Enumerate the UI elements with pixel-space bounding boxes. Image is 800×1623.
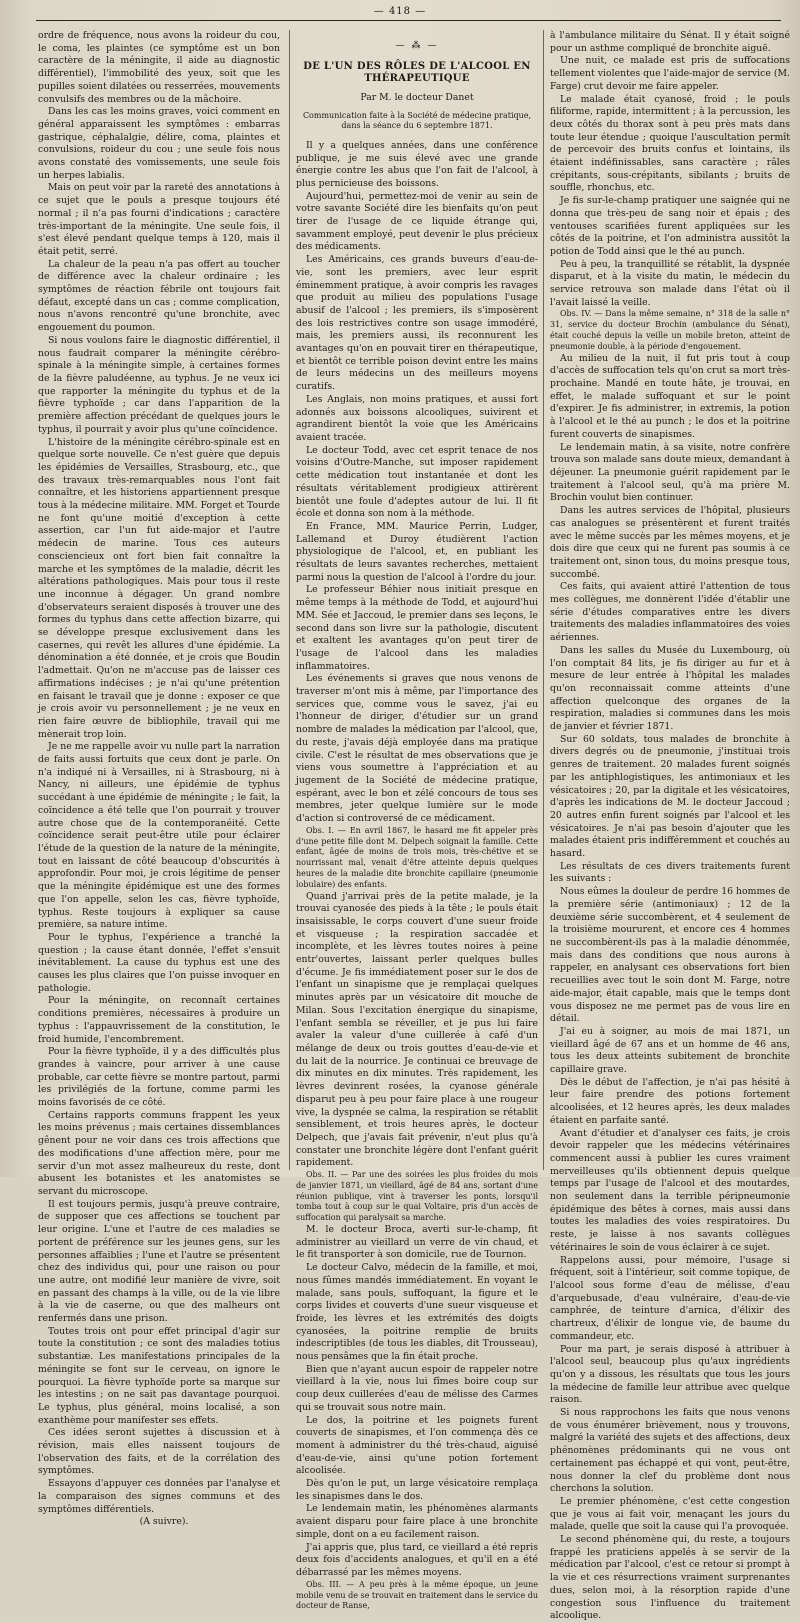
- paragraph: Les résultats de ces divers traitements furent les suivants :: [550, 860, 790, 885]
- paragraph: Essayons d'appuyer ces données par l'analyse et la comparaison des signes communs et des symptômes différentiels.: [38, 1478, 280, 1515]
- column-right: [550, 30, 790, 1622]
- paragraph: Le professeur Béhier nous initiait presque en même temps à la méthode de Todd, et aujourd'hui MM. Sée et Jaccoud, le premier dans ses leçons, le second dans son livre sur la pathologie, discutent et exaltent les avantages qu'on peut tirer de l'usage de l'alcool dans les maladies inflammatoires.: [296, 584, 538, 672]
- paragraph: Les événements si graves que nous venons de traverser m'ont mis à même, par l'importance des services que, comme vous le savez, j'ai eu l'honneur de diriger, d'étudier sur un grand nombre de malades la médication par l'alcool, que, du reste, j'avais déjà employée dans ma pratique civile. C'est le résultat de mes observations que je viens vous soumettre à l'appréciation et au jugement de la Société de médecine pratique, espérant, avec le bon et zélé concours de tous ses membres, jeter quelque lumière sur le mode d'action si controversé de ce médicament.: [296, 673, 538, 825]
- title-ornament: — ⁂ —: [395, 41, 439, 51]
- paragraph: Les Américains, ces grands buveurs d'eau-de-vie, sont les premiers, avec leur esprit éminemment pratique, à avoir compris les ravages que produit au milieu des populations l'usage abusif de l'alcool ; les premiers, ils s'imposèrent des lois restrictives contre son usage immodéré, mais, les premiers aussi, ils reconnurent les avantages qu'on en pouvait tirer en thérapeutique, et bientôt ce terrible poison devint entre les mains de leurs médecins un des meilleurs moyens curatifs.: [296, 254, 538, 393]
- paragraph: M. le docteur Broca, averti sur-le-champ, fit administrer au vieillard un verre de vin chaud, et le fit transporter à son domicile, rue de Tournon.: [296, 1224, 538, 1261]
- paragraph: Pour la méningite, on reconnaît certaines conditions premières, nécessaires à produire un typhus : l'appauvrissement de la constitution, le froid humide, l'encombrement.: [38, 995, 280, 1045]
- article-title: DE L'UN DES RÔLES DE L'ALCOOL EN THÉRAPEUTIQUE: [303, 60, 531, 85]
- paragraph: Dans les salles du Musée du Luxembourg, où l'on comptait 84 lits, je fis diriger au fur et à mesure de leur entrée à l'hôpital les malades qu'on reconnaissait comme atteints d'une affection quelconque des organes de la respiration, maladies si communes dans les mois de janvier et février 1871.: [550, 644, 790, 733]
- article-byline: Par M. le docteur Danet: [360, 92, 474, 104]
- paragraph: Avant d'étudier et d'analyser ces faits, je crois devoir rappeler que les médecins vétérinaires commencent aussi à publier les cures vraiment merveilleuses qu'ils obtiennent depuis quelque temps par l'usage de l'alcool et des moutardes, non seulement dans la terrible péripneumonie épidémique des bêtes à cornes, mais aussi dans toutes les maladies des voies respiratoires. Du reste, je laisse à nos savants collègues vétérinaires le soin de vous éclairer à ce sujet.: [550, 1127, 790, 1253]
- paragraph: Obs. IV. — Dans la même semaine, n° 318 de la salle n° 31, service du docteur Brochin (ambulance du Sénat), était couché depuis la veille un mobile breton, atteint de pneumonie double, à la période d'engouement.: [550, 309, 790, 351]
- paragraph: Aujourd'hui, permettez-moi de venir au sein de votre savante Société dire les bienfaits qu'on peut tirer de l'usage de ce liquide étrange qui, savamment employé, peut devenir le plus précieux des médicaments.: [296, 190, 538, 253]
- paragraph: à l'ambulance militaire du Sénat. Il y était soigné pour un asthme compliqué de bronchite aiguë.: [550, 30, 790, 54]
- paragraph: Le lendemain matin, à sa visite, notre confrère trouva son malade sans doute mieux, demandant à déjeuner. La pneumonie guérit rapidement par le traitement à l'alcool seul, qu'à ma prière M. Brochin voulut bien continuer.: [550, 441, 790, 504]
- column-middle: [296, 30, 538, 1611]
- paragraph: Si nous voulons faire le diagnostic différentiel, il nous faudrait comparer la méningite cérébro-spinale à la méningite simple, à certaines formes de la fièvre paludéenne, au typhus. Je ne veux ici que rapporter la méningite du typhus et de la fièvre typhoïde ; car dans l'apparition de la première affection précédant de quelques jours le typhus, il pourrait y avoir plus qu'une coïncidence.: [38, 334, 280, 435]
- paragraph: Pour le typhus, l'expérience a tranché la question ; la cause étant donnée, l'effet s'ensuit inévitablement. La cause du typhus est une des causes les plus claires que l'on puisse invoquer en pathologie.: [38, 931, 280, 994]
- paragraph: Obs. I. — En avril 1867, le hasard me fit appeler près d'une petite fille dont M. Delpech soignait la famille. Cette enfant, âgée de moins de trois mois, très-chétive et se nourrissant mal, venait d'être atteinte depuis quelques heures de la maladie dite bronchite capillaire (pneumonie lobulaire) des enfants.: [296, 825, 538, 889]
- paragraph: Les Anglais, non moins pratiques, et aussi fort adonnés aux boissons alcooliques, suivirent et agrandirent bientôt la voie que les Américains avaient tracée.: [296, 393, 538, 443]
- paragraph: Pour ma part, je serais disposé à attribuer à l'alcool seul, beaucoup plus qu'aux ingrédients qu'on y a dissous, les résultats que tous les jours la médecine de famille leur attribue avec quelque raison.: [550, 1343, 790, 1406]
- paragraph: J'ai eu à soigner, au mois de mai 1871, un vieillard âgé de 67 ans et un homme de 46 ans, tous les deux atteints subitement de bronchite capillaire grave.: [550, 1025, 790, 1076]
- paragraph: Le premier phénomène, c'est cette congestion que je vous ai fait voir, menaçant les jours du malade, quelle que soit la cause qui l'a provoquée.: [550, 1495, 790, 1533]
- continuation-note: (A suivre).: [139, 1516, 189, 1528]
- paragraph: Le docteur Calvo, médecin de la famille, et moi, nous fûmes mandés immédiatement. En voyant le malade, sans pouls, suffoquant, la figure et le corps livides et couverts d'une sueur visqueuse et froide, les lèvres et les extrémités des doigts cyanosées, la poitrine remplie de bruits indescriptibles (de tous les diables, dit Trousseau), nous pensâmes que la fin était proche.: [296, 1262, 538, 1363]
- paragraph: Certains rapports communs frappent les yeux les moins prévenus ; mais certaines dissemblances gênent pour ne voir dans ces trois affections que des modifications d'une affection mère, pour me servir d'un mot assez malheureux du reste, dont abusent les botanistes et les anatomistes se servant du microscope.: [38, 1109, 280, 1197]
- paragraph: Je fis sur-le-champ pratiquer une saignée qui ne donna que très-peu de sang noir et épais ; des ventouses scarifiées furent appliquées sur les côtés de la poitrine, et l'on administra aussitôt la potion de Todd ainsi que le thé au punch.: [550, 195, 790, 257]
- header-rule: [36, 20, 781, 21]
- paragraph: Obs. II. — Par une des soirées les plus froides du mois de janvier 1871, un vieillard, âgé de 84 ans, sortant d'une réunion publique, vint à traverser les ponts, lorsqu'il tomba tout à coup sur le quai Voltaire, pris d'un accès de suffocation qui paralysait sa marche.: [296, 1170, 538, 1223]
- paragraph: Bien que n'ayant aucun espoir de rappeler notre vieillard à la vie, nous lui fîmes boire coup sur coup deux cuillerées d'eau de mélisse des Carmes qui se trouvait sous notre main.: [296, 1363, 538, 1413]
- column-divider: [289, 30, 290, 1170]
- paragraph: Mais on peut voir par la rareté des annotations à ce sujet que le pouls a presque toujours été normal ; il n'a pas fourni d'indications ; caractère très-important de la méningite. Une seule fois, il s'est élevé pendant quelque temps à 120, mais il était petit, serré.: [38, 182, 280, 257]
- paragraph: Le second phénomène qui, du reste, a toujours frappé les praticiens appelés à se servir de la médication par l'alcool, c'est ce retour si prompt à la vie et ces résurrections vraiment surprenantes dues, selon moi, à la résorption rapide d'une congestion sous l'influence du traitement alcoolique.: [550, 1534, 790, 1622]
- paragraph: La chaleur de la peau n'a pas offert au toucher de différence avec la chaleur ordinaire ; les symptômes de réaction fébrile ont toujours fait défaut, excepté dans un cas ; comme complication, nous n'avons rencontré qu'une bronchite, avec engouement du poumon.: [38, 258, 280, 334]
- paragraph: Une nuit, ce malade est pris de suffocations tellement violentes que l'aide-major de service (M. Farge) crut devoir me faire appeler.: [550, 55, 790, 92]
- paragraph: Dès qu'on le put, un large vésicatoire remplaça les sinapismes dans le dos.: [296, 1478, 538, 1502]
- paragraph: Dès le début de l'affection, je n'ai pas hésité à leur faire prendre des potions fortement alcoolisées, et 12 heures après, les deux malades étaient en parfaite santé.: [550, 1076, 790, 1126]
- paragraph: Le dos, la poitrine et les poignets furent couverts de sinapismes, et l'on commença dès ce moment à administrer du thé très-chaud, aiguisé d'eau-de-vie, ainsi qu'une potion fortement alcoolisée.: [296, 1414, 538, 1477]
- paragraph: Dans les autres services de l'hôpital, plusieurs cas analogues se présentèrent et furent traités avec le même succès par les mêmes moyens, et je dois dire que ceux qui ne furent pas soumis à ce traitement ont, sinon tous, du moins presque tous, succombé.: [550, 505, 790, 580]
- paragraph: Quand j'arrivai près de la petite malade, je la trouvai cyanosée des pieds à la tête ; le pouls était insaisissable, le corps couvert d'une sueur froide et visqueuse ; la respiration saccadée et incomplète, et les lèvres toutes noires à peine entr'ouvertes, laissant perler quelques bulles d'écume. Je fis immédiatement poser sur le dos de l'enfant un sinapisme que je remplaçai quelques minutes après par un vésicatoire dit mouche de Milan. Sous l'excitation énergique du sinapisme, l'enfant sembla se réveiller, et je pus lui faire avaler la valeur d'une cuillerée à café d'un mélange de deux ou trois gouttes d'eau-de-vie et du lait de la nourrice. Je continuai ce breuvage de dix minutes en dix minutes. Très rapidement, les lèvres devinrent rosées, la cyanose générale disparut peu à peu pour faire place à une rougeur vive, la dyspnée se calma, la respiration se rétablit sensiblement, et trois heures après, le docteur Delpech, que j'avais fait prévenir, n'eut plus qu'à constater une bronchite légère dont l'enfant guérit rapidement.: [296, 890, 538, 1169]
- paragraph: Rappelons aussi, pour mémoire, l'usage si fréquent, soit à l'intérieur, soit comme topique, de l'alcool sous forme d'eau de mélisse, d'eau d'arquebusade, d'eau vulnéraire, d'eau-de-vie camphrée, de teinture d'arnica, d'élixir des chartreux, d'élixir de longue vie, de baume du commandeur, etc.: [550, 1254, 790, 1342]
- paragraph: Ces idées seront sujettes à discussion et à révision, mais elles naissent toujours de l'observation des faits, et de la corrélation des symptômes.: [38, 1427, 280, 1477]
- paragraph: Le lendemain matin, les phénomènes alarmants avaient disparu pour faire place à une bronchite simple, dont on a eu facilement raison.: [296, 1503, 538, 1540]
- paragraph: Toutes trois ont pour effet principal d'agir sur toute la constitution ; ce sont des maladies totius substantiæ. Les manifestations principales de la méningite se font sur le cerveau, on ignore le pourquoi. La fièvre typhoïde porte sa marque sur les intestins ; on ne sait pas davantage pourquoi. Le typhus, plus général, moins localisé, a son exanthème pour manifester ses effets.: [38, 1325, 280, 1426]
- paragraph: Au milieu de la nuit, il fut pris tout à coup d'accès de suffocation tels qu'on crut sa mort très-prochaine. Mandé en toute hâte, je trouvai, en effet, le malade suffoquant et sur le point d'expirer. Je fis administrer, in extremis, la potion à l'alcool et le thé au punch ; le dos et la poitrine furent couverts de sinapismes.: [550, 352, 790, 440]
- paragraph: Sur 60 soldats, tous malades de bronchite à divers degrés ou de pneumonie, j'instituai trois genres de traitement. 20 malades furent soignés par les antiphlogistiques, les antimoniaux et les vésicatoires ; 20, par la digitale et les vésicatoires, d'après les indications de M. le docteur Jaccoud ; 20 autres enfin furent soignés par l'alcool et les vésicatoires. Je n'ai pas besoin d'ajouter que les malades étaient pris indifféremment et couchés au hasard.: [550, 733, 790, 860]
- paragraph: ordre de fréquence, nous avons la roideur du cou, le coma, les plaintes (ce symptôme est un bon caractère de la méningite, il aide au diagnostic différentiel), l'immobilité des yeux, soit que les pupilles soient dilatées ou resserrées, mouvements convulsifs des membres ou de la mâchoire.: [38, 30, 280, 105]
- column-left: [38, 30, 280, 1528]
- paragraph: Obs. III. — A peu près à la même époque, un jeune mobile venu de se trouvait en traitement dans le service du docteur de Ranse,: [296, 1579, 538, 1611]
- paragraph: Le docteur Todd, avec cet esprit tenace de nos voisins d'Outre-Manche, sut imposer rapidement cette médication tout instantanée et dont les résultats véritablement prodigieux attirèrent bientôt une foule d'adeptes autour de lui. Il fit école et donna son nom à la méthode.: [296, 444, 538, 520]
- paragraph: L'histoire de la méningite cérébro-spinale est en quelque sorte nouvelle. Ce n'est guère que depuis les épidémies de Versailles, Strasbourg, etc., que des travaux très-remarquables nous l'ont fait connaître, et les historiens appartiennent presque tous à la médecine militaire. MM. Forget et Tourde ne font qu'une moitié d'exception à cette assertion, car l'un fut aide-major et l'autre médecin de marine. Tous ces auteurs consciencieux ont fort bien fait connaître la marche et les symptômes de la maladie, décrit les altérations pathologiques. Mais pour tous il reste une inconnue à dégager. Un grand nombre d'observateurs seraient disposés à trouver une des formes du typhus dans cette affection bizarre, qui se développe presque exclusivement dans les casernes, qui revêt les allures d'une épidémie. La dénomination a été donnée, et je crois que Boudin l'admettait. Qu'on ne m'accuse pas de laisser ces affirmations indécises ; je n'ai qu'une prétention en faisant le travail que je donne : exposer ce que je crois avoir vu personnellement ; je ne veux en rien faire œuvre de bibliophile, travail qui me mènerait trop loin.: [38, 436, 280, 740]
- paragraph: Il y a quelques années, dans une conférence publique, je me suis élevé avec une grande énergie contre les abus que l'on fait de l'alcool, à plus pernicieuse des boissons.: [296, 139, 538, 189]
- paragraph: Si nous rapprochons les faits que nous venons de vous énumérer brièvement, nous y trouvons, malgré la variété des sujets et des affections, deux phénomènes prédominants qui ne vous ont certainement pas échappé et qui vont, peut-être, nous donner la clef du problème dont nous cherchons la solution.: [550, 1407, 790, 1495]
- paragraph: Nous eûmes la douleur de perdre 16 hommes de la première série (antimoniaux) ; 12 de la deuxième série succombèrent, et 4 seulement de la troisième moururent, et encore ces 4 hommes ne succombèrent-ils pas à la maladie dénommée, mais dans des conditions que nous aurons à rappeler, en analysant ces observations fort bien recueillies avec tout le soin dont M. Farge, notre aide-major, était capable, mais que le temps dont vous disposez ne me permet pas de vous lire en détail.: [550, 886, 790, 1025]
- paragraph: Dans les cas les moins graves, voici comment en général apparaissent les symptômes : embarras gastrique, céphalalgie, délire, coma, plaintes et convulsions, roideur du cou ; une seule fois nous avons constaté des vomissements, une seule fois un herpes labialis.: [38, 106, 280, 181]
- column-divider: [543, 30, 544, 1170]
- paragraph: Il est toujours permis, jusqu'à preuve contraire, de supposer que ces affections se touchent par leur origine. L'une et l'autre de ces maladies se portent de préférence sur les jeunes gens, sur les personnes affaiblies ; l'une et l'autre se présentent chez des individus qui, pour une raison ou pour une autre, ont modifié leur manière de vivre, soit en passant des champs à la ville, ou de la vie libre à la vie de caserne, ou que des malheurs ont renfermés dans une prison.: [38, 1198, 280, 1325]
- article-communication-note: Communication faite à la Société de médecine pratique, dans la séance du 6 septembre 1871.: [302, 110, 532, 131]
- paragraph: Je ne me rappelle avoir vu nulle part la narration de faits aussi fortuits que ceux dont je parle. On n'a indiqué ni à Versailles, ni à Strasbourg, ni à Nancy, ni ailleurs, une épidémie de typhus succédant à une épidémie de méningite ; le fait, la coïncidence a été telle que l'on pourrait y trouver autre chose que de la contemporanéité. Cette coïncidence serait peut-être utile pour éclairer l'étude de la question de la nature de la méningite, tout en laissant de côté beaucoup d'obscurités à approfondir. Pour moi, je crois légitime de penser que la méningite épidémique est une des formes que l'on appelle, selon les cas, fièvre typhoïde, typhus. Reste toujours à expliquer sa cause première, sa nature intime.: [38, 741, 280, 931]
- paragraph: J'ai appris que, plus tard, ce vieillard a été repris deux fois d'accidents analogues, et qu'il en a été débarrassé par les mêmes moyens.: [296, 1541, 538, 1578]
- paragraph: Peu à peu, la tranquillité se rétablit, la dyspnée disparut, et à la visite du matin, le médecin du service retrouva son malade dans l'état où il l'avait laissé la veille.: [550, 258, 790, 308]
- paragraph: Ces faits, qui avaient attiré l'attention de tous mes collègues, me donnèrent l'idée d'établir une série d'études comparatives entre les divers traitements des maladies inflammatoires des voies aériennes.: [550, 581, 790, 644]
- page-number: — 418 —: [373, 6, 427, 17]
- paragraph: Pour la fièvre typhoïde, il y a des difficultés plus grandes à vaincre, pour arriver à une cause probable, car cette fièvre se montre partout, parmi les privilégiés de la fortune, comme parmi les moins favorisés de ce côté.: [38, 1046, 280, 1109]
- paragraph: En France, MM. Maurice Perrin, Ludger, Lallemand et Duroy étudièrent l'action physiologique de l'alcool, et, en publiant les résultats de leurs savantes recherches, mettaient parmi nous la question de l'alcool à l'ordre du jour.: [296, 520, 538, 583]
- paragraph: Le malade était cyanosé, froid ; le pouls filiforme, rapide, intermittent ; à la percussion, les deux côtés du thorax sont à peu près mats dans toute leur étendue ; quoique l'auscultation permît de percevoir des bruits confus et lointains, ils étaient indéfinissables, sans caractère ; râles crépitants, sous-crépitants, sibilants ; bruits de souffle, rhonchus, etc.: [550, 93, 790, 194]
